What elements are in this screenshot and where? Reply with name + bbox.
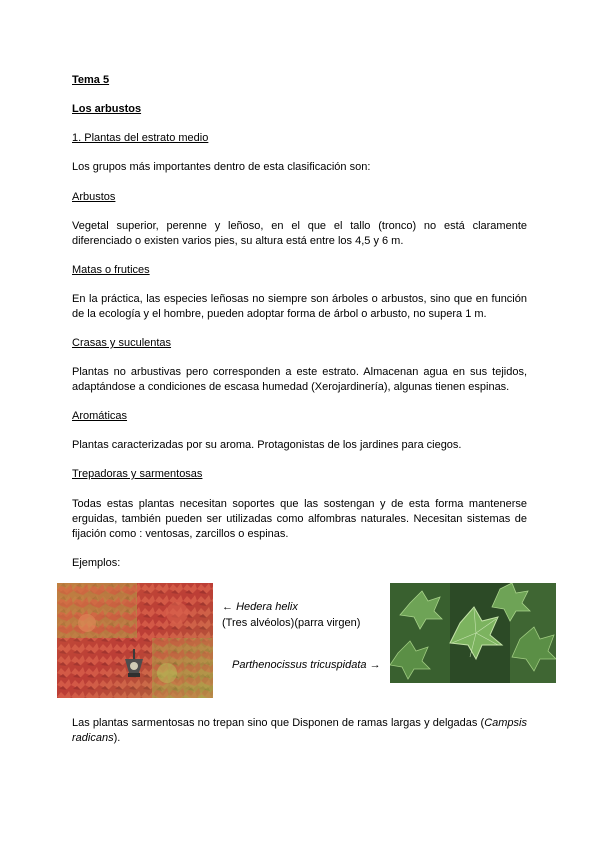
group-heading-trepadoras: Trepadoras y sarmentosas <box>72 468 203 480</box>
closing-text: Las plantas sarmentosas no trepan sino que Disponen de ramas largas y delgadas ( <box>72 717 485 729</box>
closing-species: Campsis radicans <box>72 717 527 744</box>
group-text-matas: En la práctica, las especies leñosas no siempre son árboles o arbustos, sino que en función de la ecología y el hombre, pueden adoptar forma de árbol o arbusto, no supera 1 m. <box>72 293 527 320</box>
right-arrow-icon: → <box>369 659 381 671</box>
group-text-aromaticas: Plantas caracterizadas por su aroma. Protagonistas de los jardines para ciegos. <box>72 439 462 451</box>
document-title: Los arbustos <box>72 103 142 115</box>
section-heading: 1. Plantas del estrato medio <box>72 132 209 144</box>
hedera-caption <box>222 600 298 614</box>
intro-text: Los grupos más importantes dentro de esta clasificación son: <box>72 161 371 173</box>
parthenocissus-caption <box>232 658 381 672</box>
hedera-note: (Tres alvéolos)(parra virgen) <box>222 617 361 629</box>
parthenocissus-photo <box>57 583 213 698</box>
examples-label: Ejemplos: <box>72 557 121 569</box>
group-heading-matas: Matas o frutices <box>72 264 150 276</box>
group-heading-arbustos: Arbustos <box>72 191 116 203</box>
hedera-helix-photo-drawing <box>390 583 556 683</box>
group-heading-crasas: Crasas y suculentas <box>72 337 172 349</box>
parthenocissus-name: Parthenocissus tricuspidata <box>232 659 367 671</box>
hedera-helix-photo <box>390 583 556 683</box>
group-heading-aromaticas: Aromáticas <box>72 410 128 422</box>
group-text-arbustos: Vegetal superior, perenne y leñoso, en el que el tallo (tronco) no está claramente diferenciado o existen varios pies, su altura está entre los 4,5 y 6 m. <box>72 220 527 247</box>
parthenocissus-photo-drawing <box>57 583 213 698</box>
hedera-name: Hedera helix <box>236 601 298 613</box>
left-arrow-icon: ← <box>222 601 233 613</box>
closing-end: ). <box>113 732 121 744</box>
group-text-crasas: Plantas no arbustivas pero corresponden a este estrato. Almacenan agua en sus tejidos, adaptándose a condiciones de escasa humedad (Xerojardinería), algunas tienen espinas. <box>72 366 527 393</box>
closing-paragraph <box>72 716 527 746</box>
topic-number: Tema 5 <box>72 74 110 86</box>
group-text-trepadoras: Todas estas plantas necesitan soportes que las sostengan y de esta forma mantenerse erguidas, también pueden ser utilizadas como alfombras naturales. Necesitan sistemas de fijación como : ventosas, zarcillos o espinas. <box>72 498 527 540</box>
